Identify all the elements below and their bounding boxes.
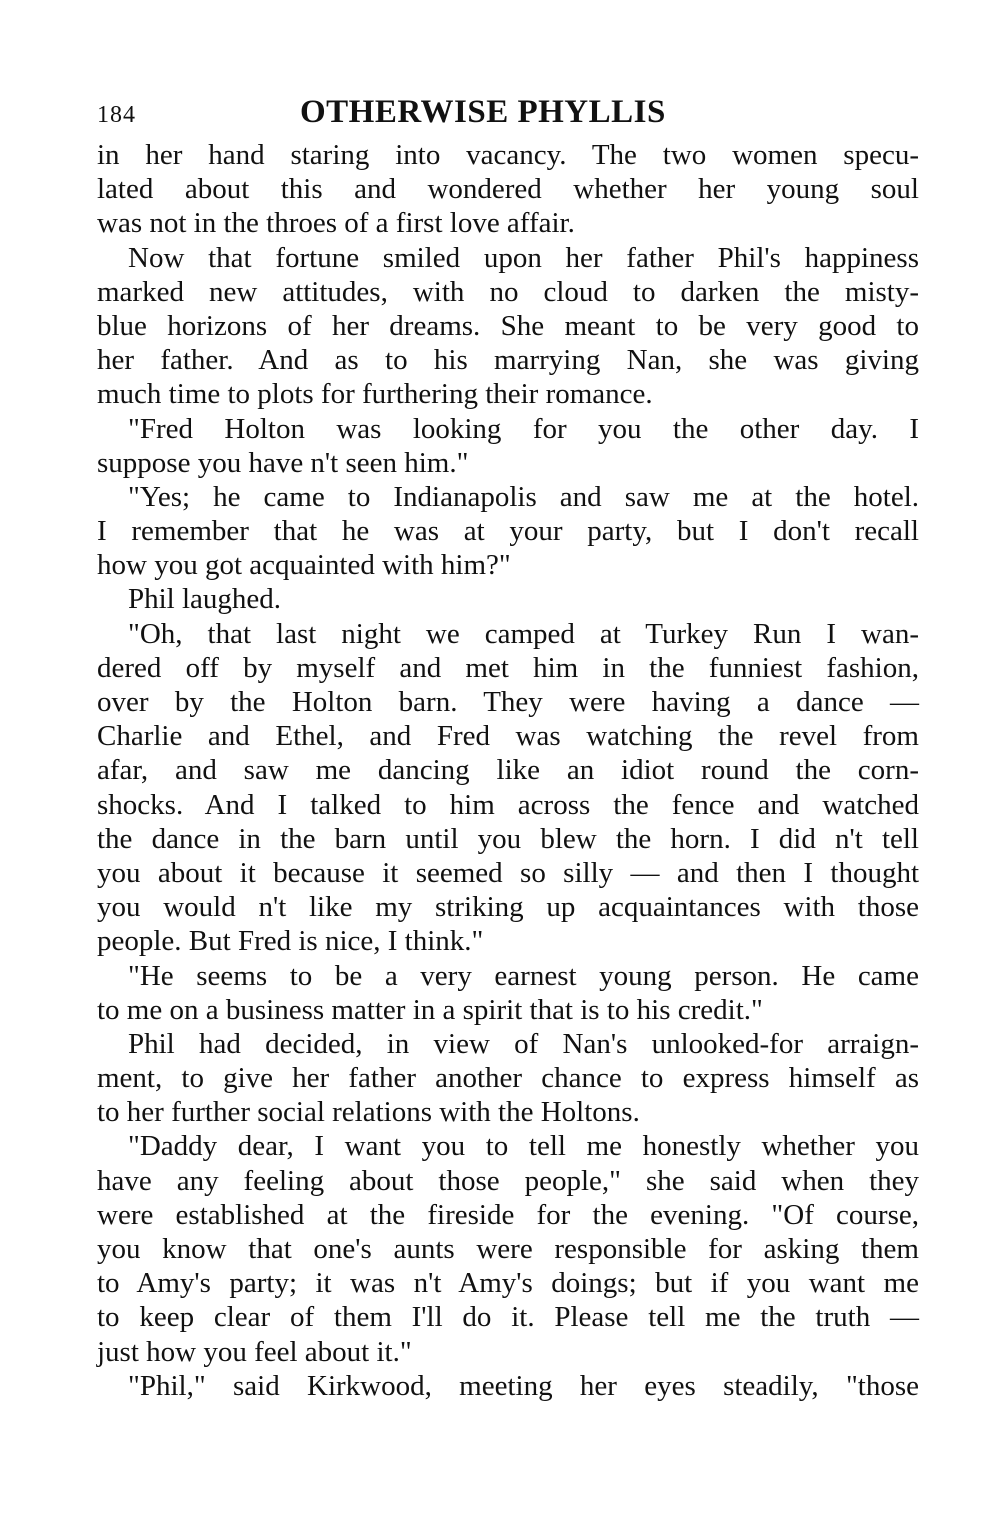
text-line: you would n't like my striking up acquaintances with those — [97, 891, 919, 924]
text-line: Charlie and Ethel, and Fred was watching the revel from — [97, 720, 919, 753]
text-line: to me on a business matter in a spirit that is to his credit." — [97, 993, 763, 1026]
text-line: blue horizons of her dreams. She meant to be very good to — [97, 309, 919, 342]
text-line: I remember that he was at your party, but I don't recall — [97, 515, 919, 548]
text-line: suppose you have n't seen him." — [97, 446, 469, 479]
text-line: afar, and saw me dancing like an idiot round the corn- — [97, 754, 919, 787]
text-line: "He seems to be a very earnest young person. He came — [128, 959, 919, 992]
text-line: in her hand staring into vacancy. The two women specu- — [97, 139, 919, 171]
text-line: "Phil," said Kirkwood, meeting her eyes steadily, "those — [128, 1369, 919, 1402]
text-line: Phil had decided, in view of Nan's unlooked-for arraign- — [128, 1027, 919, 1060]
page-header — [97, 88, 919, 138]
text-line: "Oh, that last night we camped at Turkey Run I wan- — [128, 617, 919, 650]
text-line: have any feeling about those people," she said when they — [97, 1164, 919, 1197]
text-line: lated about this and wondered whether her young soul — [97, 173, 919, 206]
text-line: to Amy's party; it was n't Amy's doings; but if you want me — [97, 1267, 919, 1300]
text-line: ment, to give her father another chance to express himself as — [97, 1062, 919, 1095]
text-line: Now that fortune smiled upon her father Phil's happiness — [128, 241, 919, 274]
text-line: to her further social relations with the Holtons. — [97, 1096, 640, 1129]
body-text — [97, 138, 919, 1403]
text-line: dered off by myself and met him in the funniest fashion, — [97, 651, 919, 684]
text-line: "Fred Holton was looking for you the other day. I — [128, 412, 919, 445]
text-line: "Daddy dear, I want you to tell me honestly whether you — [128, 1130, 919, 1163]
text-line: you about it because it seemed so silly — and then I thought — [97, 856, 919, 889]
text-line: Phil laughed. — [128, 583, 282, 616]
running-title: OTHERWISE PHYLLIS — [300, 94, 666, 130]
text-line: her father. And as to his marrying Nan, she was giving — [97, 344, 919, 377]
text-line: shocks. And I talked to him across the fence and watched — [97, 788, 919, 821]
text-line: people. But Fred is nice, I think." — [97, 925, 484, 958]
book-page — [97, 88, 919, 1403]
text-line: "Yes; he came to Indianapolis and saw me at the hotel. — [128, 480, 919, 513]
text-line: marked new attitudes, with no cloud to darken the misty- — [97, 275, 919, 308]
text-line: over by the Holton barn. They were having a dance — — [97, 686, 919, 718]
text-line: to keep clear of them I'll do it. Please tell me the truth — — [97, 1301, 919, 1334]
text-line: you know that one's aunts were responsible for asking them — [97, 1233, 919, 1265]
text-line: were established at the fireside for the evening. "Of course, — [97, 1198, 919, 1231]
text-line: just how you feel about it." — [97, 1335, 412, 1368]
text-line: much time to plots for furthering their romance. — [97, 378, 653, 411]
text-line: how you got acquainted with him?" — [97, 549, 511, 582]
text-line: the dance in the barn until you blew the horn. I did n't tell — [97, 822, 919, 855]
text-line: was not in the throes of a first love affair. — [97, 207, 575, 240]
page-number: 184 — [97, 102, 136, 128]
